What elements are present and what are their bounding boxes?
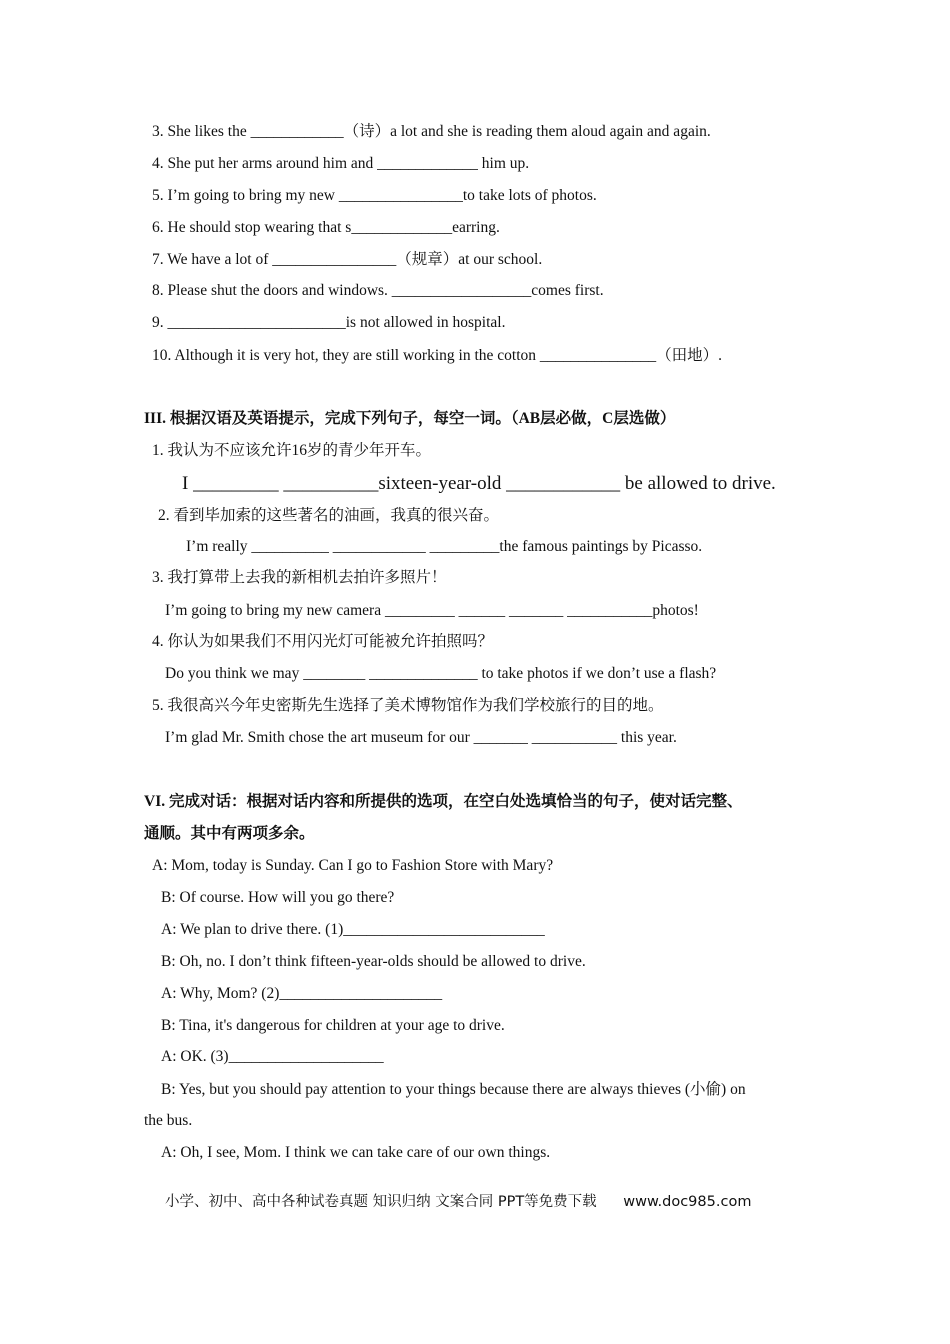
part2-item-7: 7. We have a lot of ________________（规章）at our school. — [152, 251, 543, 268]
part3-q1-english: I _________ __________sixteen-year-old ____________ be allowed to drive. — [182, 473, 776, 494]
part2-item-10: 10. Although it is very hot, they are still working in the cotton _______________（田地）. — [152, 347, 723, 364]
part2-item-8: 8. Please shut the doors and windows. __________________comes first. — [152, 282, 604, 299]
part3-q2-chinese: 2. 看到毕加索的这些著名的油画，我真的很兴奋。 — [158, 507, 500, 524]
part3-q4-chinese: 4. 你认为如果我们不用闪光灯可能被允许拍照吗？ — [152, 633, 494, 650]
dialogue-line-5: A: Why, Mom? (2)_____________________ — [161, 985, 443, 1002]
part2-item-3: 3. She likes the ____________（诗）a lot and she is reading them aloud again and again. — [152, 123, 711, 140]
dialogue-line-8: B: Yes, but you should pay attention to your things because there are always thieves (小偷) on — [161, 1081, 746, 1098]
dialogue-line-6: B: Tina, it's dangerous for children at your age to drive. — [161, 1017, 505, 1034]
part2-item-6: 6. He should stop wearing that s_____________earring. — [152, 219, 500, 236]
part2-item-9: 9. _______________________is not allowed in hospital. — [152, 314, 506, 331]
part2-item-4: 4. She put her arms around him and _____________ him up. — [152, 155, 530, 172]
part3-q2-english: I’m really __________ ____________ _________the famous paintings by Picasso. — [186, 538, 703, 555]
dialogue-line-3: A: We plan to drive there. (1)__________________________ — [161, 921, 545, 938]
part3-q3-english: I’m going to bring my new camera _________ ______ _______ ___________photos! — [165, 602, 699, 619]
part3-q4-english: Do you think we may ________ ______________ to take photos if we don’t use a flash? — [165, 665, 717, 682]
part6-heading-line1: VI. 完成对话：根据对话内容和所提供的选项，在空白处选填恰当的句子，使对话完整、 — [144, 793, 743, 810]
part2-item-5: 5. I’m going to bring my new ________________to take lots of photos. — [152, 187, 597, 204]
part6-heading-line2: 通顺。其中有两项多余。 — [144, 825, 315, 842]
footer-url[interactable]: www.doc985.com — [623, 1194, 752, 1210]
dialogue-line-4: B: Oh, no. I don’t think fifteen-year-olds should be allowed to drive. — [161, 953, 586, 970]
dialogue-line-7: A: OK. (3)____________________ — [161, 1048, 384, 1065]
part3-q3-chinese: 3. 我打算带上去我的新相机去拍许多照片！ — [152, 569, 447, 586]
part3-q5-english: I’m glad Mr. Smith chose the art museum for our _______ ___________ this year. — [165, 729, 677, 746]
part3-q5-chinese: 5. 我很高兴今年史密斯先生选择了美术博物馆作为我们学校旅行的目的地。 — [152, 697, 664, 714]
dialogue-line-8-continued: the bus. — [144, 1112, 193, 1129]
dialogue-line-2: B: Of course. How will you go there? — [161, 889, 395, 906]
part3-heading: III. 根据汉语及英语提示，完成下列句子，每空一词。（AB层必做，C层选做） — [144, 410, 676, 427]
page-footer — [165, 1190, 751, 1211]
part3-q1-chinese: 1. 我认为不应该允许16岁的青少年开车。 — [152, 442, 432, 459]
footer-text: 小学、初中、高中各种试卷真题 知识归纳 文案合同 PPT等免费下载 — [165, 1194, 597, 1210]
dialogue-line-1: A: Mom, today is Sunday. Can I go to Fashion Store with Mary? — [152, 857, 554, 874]
dialogue-line-9: A: Oh, I see, Mom. I think we can take care of our own things. — [161, 1144, 551, 1161]
